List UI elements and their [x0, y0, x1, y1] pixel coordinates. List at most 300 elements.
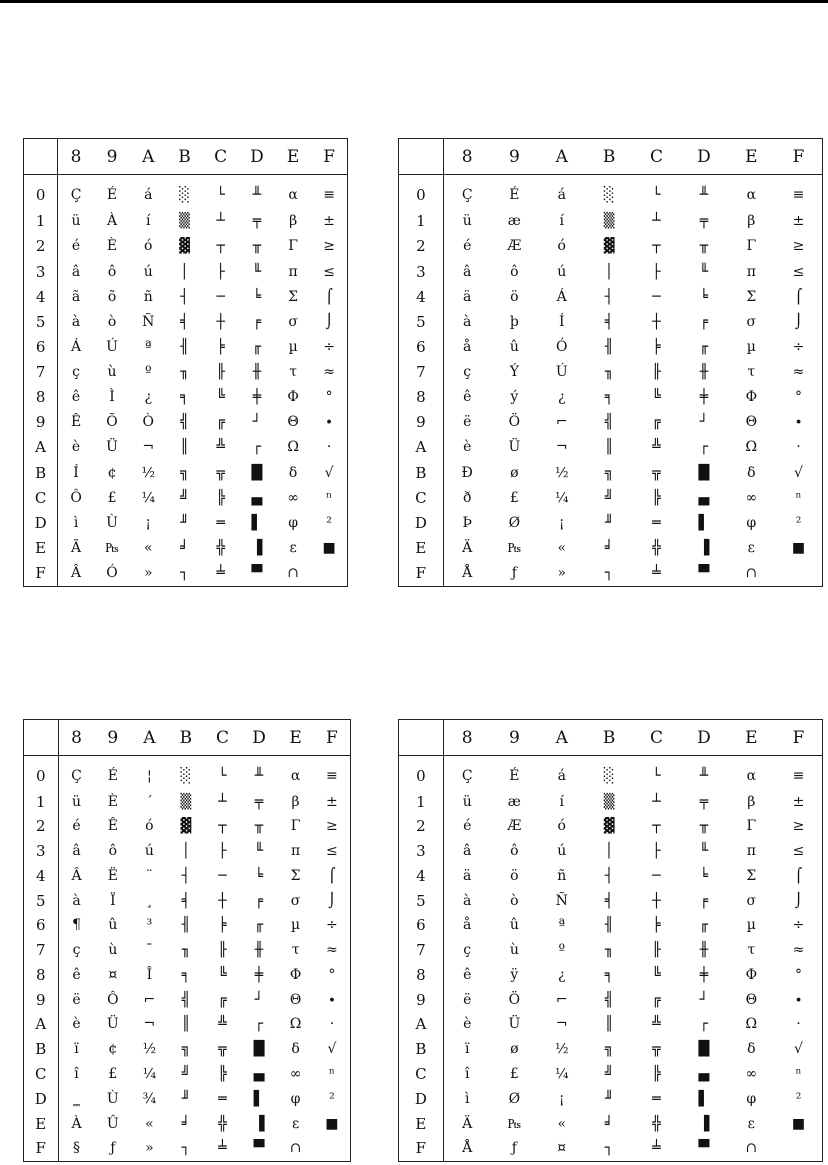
char-cell: Ó: [106, 565, 118, 582]
char-cell: ░: [603, 767, 615, 784]
corner-cell: [24, 139, 58, 175]
char-cell: ÿ: [510, 966, 519, 983]
char-cell: ╣: [180, 414, 189, 431]
char-cell: [314, 1136, 351, 1162]
char-cell: ╡: [604, 313, 614, 330]
table-row: [24, 259, 348, 284]
char-cell: δ: [747, 464, 756, 481]
column-header: A: [131, 720, 168, 756]
char-cell: Ö: [508, 414, 521, 431]
row-header: 4: [399, 864, 444, 889]
char-cell: δ: [291, 1041, 300, 1058]
char-cell: ╕: [180, 389, 189, 406]
char-cell: σ: [746, 313, 757, 330]
char-cell: ¤: [557, 1140, 567, 1157]
char-cell: ‗: [73, 1090, 81, 1107]
char-cell: ü: [462, 793, 472, 810]
table-row: [24, 535, 348, 560]
row-header: 1: [399, 789, 444, 814]
char-cell: ⁿ: [795, 489, 802, 506]
char-cell: Ü: [106, 1016, 119, 1033]
char-cell: π: [290, 843, 301, 860]
char-cell: ╫: [254, 942, 264, 959]
char-cell: ª: [558, 917, 566, 934]
char-cell: ┤: [181, 867, 191, 884]
char-cell: ç: [72, 364, 80, 381]
char-cell: ╗: [180, 464, 189, 481]
char-cell: ⌠: [794, 867, 803, 884]
char-cell: Ñ: [142, 313, 155, 330]
char-cell: ╩: [218, 1016, 227, 1033]
char-cell: Ç: [70, 186, 82, 203]
char-cell: ç: [463, 942, 472, 959]
char-cell: ò: [510, 892, 519, 909]
char-cell: Ù: [106, 514, 118, 531]
char-cell: ¬: [555, 439, 568, 456]
char-cell: ─: [216, 288, 225, 305]
column-header: C: [633, 720, 680, 756]
char-cell: ╛: [181, 1115, 191, 1132]
char-cell: Ω: [287, 439, 299, 456]
char-cell: á: [144, 186, 153, 203]
char-cell: û: [509, 917, 519, 934]
row-header: D: [399, 510, 444, 535]
table-row: [399, 209, 823, 234]
char-cell: ▄: [251, 489, 263, 506]
char-cell: ▀: [698, 565, 710, 582]
char-cell: └: [216, 186, 225, 203]
row-header: 5: [399, 888, 444, 913]
char-cell: ╛: [604, 539, 614, 556]
char-cell: ç: [463, 364, 472, 381]
char-cell: Ô: [70, 489, 82, 506]
row-header: C: [24, 1062, 59, 1087]
char-cell: ╞: [216, 338, 225, 355]
char-cell: ╗: [181, 1041, 191, 1058]
char-cell: Â: [71, 867, 82, 884]
char-cell: «: [145, 1115, 154, 1132]
column-header: E: [728, 720, 775, 756]
table-row: [399, 485, 823, 510]
char-cell: ²: [795, 514, 802, 531]
char-cell: ≥: [323, 238, 335, 255]
char-cell: ¡: [145, 514, 152, 531]
char-cell: ù: [107, 364, 117, 381]
char-cell: ╡: [181, 892, 191, 909]
char-cell: ú: [557, 843, 567, 860]
char-cell: ·: [329, 1016, 335, 1033]
char-cell: ═: [652, 1090, 661, 1107]
char-cell: ¾: [142, 1090, 157, 1107]
code-table-top-left: [23, 138, 348, 587]
char-cell: È: [107, 793, 118, 810]
char-cell: Σ: [288, 288, 299, 305]
column-header: 9: [491, 720, 538, 756]
char-cell: ▀: [251, 565, 263, 582]
char-cell: ï: [464, 1041, 470, 1058]
table-row: [24, 1086, 351, 1111]
char-cell: °: [328, 966, 336, 983]
column-header-row: [24, 139, 348, 175]
column-header: D: [680, 720, 727, 756]
char-cell: ±: [326, 793, 338, 810]
char-cell: ╟: [652, 942, 661, 959]
table-row: [399, 1086, 823, 1111]
char-cell: ╢: [181, 917, 191, 934]
char-cell: ╬: [652, 1115, 661, 1132]
char-cell: ╙: [252, 263, 262, 280]
char-cell: ╜: [181, 1090, 191, 1107]
char-cell: │: [180, 263, 189, 280]
char-cell: π: [746, 263, 756, 280]
char-cell: ε: [747, 539, 755, 556]
column-header: C: [633, 139, 680, 175]
char-cell: ù: [509, 942, 519, 959]
char-cell: √: [794, 464, 803, 481]
char-cell: é: [463, 818, 472, 835]
char-cell: ╜: [604, 514, 614, 531]
char-cell: º: [558, 942, 566, 959]
char-cell: ³: [146, 917, 153, 934]
char-cell: Æ: [507, 238, 522, 255]
column-header: B: [168, 720, 205, 756]
table-row: [24, 309, 348, 334]
char-cell: α: [746, 186, 757, 203]
table-row: [399, 175, 823, 209]
char-cell: Õ: [106, 414, 118, 431]
char-cell: ₧: [105, 539, 119, 556]
table-row: [399, 839, 823, 864]
char-cell: ┼: [218, 892, 227, 909]
char-cell: µ: [291, 917, 301, 934]
table-row: [399, 756, 823, 790]
char-cell: ┴: [652, 793, 661, 810]
row-header: 6: [399, 913, 444, 938]
char-cell: ▀: [698, 1140, 710, 1157]
char-cell: £: [509, 489, 519, 506]
table-row: [24, 359, 348, 384]
char-cell: ╣: [604, 991, 614, 1008]
char-cell: ý: [510, 389, 519, 406]
char-cell: β: [289, 213, 298, 230]
char-cell: Ä: [462, 1115, 473, 1132]
row-header: 9: [24, 987, 59, 1012]
char-cell: ╪: [254, 966, 264, 983]
char-cell: ⌡: [794, 892, 803, 909]
char-cell: â: [71, 263, 81, 280]
char-cell: ▐: [698, 1115, 710, 1132]
table-row: [24, 334, 348, 359]
char-cell: ╚: [216, 389, 225, 406]
char-cell: ù: [108, 942, 118, 959]
char-cell: ╚: [652, 389, 661, 406]
char-cell: Ω: [745, 1016, 758, 1033]
char-cell: ¢: [108, 1041, 118, 1058]
char-cell: ≤: [326, 843, 338, 860]
row-header: C: [24, 485, 58, 510]
row-header: C: [399, 485, 444, 510]
char-cell: ¬: [555, 1016, 568, 1033]
char-cell: ┐: [180, 565, 189, 582]
char-cell: ▀: [253, 1140, 265, 1157]
char-cell: ô: [510, 843, 519, 860]
char-cell: ╒: [699, 313, 709, 330]
char-cell: ╤: [254, 793, 264, 810]
char-cell: ■: [791, 539, 806, 556]
char-cell: ±: [792, 793, 805, 810]
char-cell: ▒: [603, 793, 615, 810]
char-cell: ╚: [652, 966, 661, 983]
char-cell: ≥: [326, 818, 338, 835]
char-cell: à: [72, 892, 81, 909]
char-cell: ü: [72, 793, 82, 810]
table-row: [399, 385, 823, 410]
char-cell: »: [145, 1140, 154, 1157]
table-row: [24, 756, 351, 790]
char-cell: í: [559, 793, 564, 810]
char-cell: ╤: [252, 213, 262, 230]
column-header: F: [775, 139, 823, 175]
column-header: F: [311, 139, 347, 175]
char-cell: ¿: [144, 389, 152, 406]
char-cell: Ú: [106, 338, 118, 355]
char-cell: ║: [604, 439, 614, 456]
char-cell: â: [463, 263, 472, 280]
char-cell: ≡: [792, 186, 805, 203]
char-cell: ñ: [557, 867, 567, 884]
char-cell: ▒: [179, 213, 190, 230]
char-cell: √: [327, 1041, 337, 1058]
char-cell: ╙: [699, 263, 709, 280]
char-cell: ├: [652, 843, 661, 860]
char-cell: «: [557, 1115, 567, 1132]
table-row: [24, 1111, 351, 1136]
table-row: [24, 789, 351, 814]
char-cell: ═: [652, 514, 661, 531]
char-cell: ⌐: [555, 414, 568, 431]
char-cell: σ: [288, 313, 298, 330]
table-row: [399, 460, 823, 485]
row-header: E: [24, 1111, 59, 1136]
char-cell: ê: [463, 966, 472, 983]
row-header: B: [24, 460, 58, 485]
char-cell: ╘: [699, 288, 709, 305]
char-cell: ╒: [254, 892, 264, 909]
table-row: [24, 963, 351, 988]
char-cell: ▐: [251, 539, 263, 556]
table-row: [399, 938, 823, 963]
char-cell: Ü: [106, 439, 118, 456]
row-header: E: [399, 535, 444, 560]
char-cell: à: [71, 313, 81, 330]
char-cell: [775, 1136, 823, 1162]
char-cell: Ý: [509, 364, 519, 381]
char-cell: ╧: [216, 565, 225, 582]
char-cell: Ò: [142, 414, 154, 431]
table-row: [399, 888, 823, 913]
column-header: 9: [95, 720, 132, 756]
char-cell: ø: [510, 464, 519, 481]
char-cell: ë: [72, 991, 81, 1008]
char-cell: ─: [652, 867, 661, 884]
char-cell: Ø: [508, 514, 521, 531]
char-cell: ÷: [792, 917, 805, 934]
char-cell: ╫: [699, 364, 709, 381]
row-header: 4: [24, 284, 58, 309]
char-cell: î: [74, 1066, 79, 1082]
char-cell: ô: [107, 263, 117, 280]
row-header: E: [24, 535, 58, 560]
char-cell: τ: [747, 942, 756, 959]
column-header: 8: [443, 139, 490, 175]
char-cell: ▌: [253, 1090, 265, 1107]
char-cell: Á: [71, 338, 82, 355]
char-cell: ┘: [699, 991, 709, 1008]
char-cell: ╛: [604, 1115, 614, 1132]
row-header: 8: [24, 963, 59, 988]
table-row: [24, 234, 348, 259]
table-row: [24, 175, 348, 209]
char-cell: Ú: [555, 364, 568, 381]
char-cell: │: [604, 263, 614, 280]
char-cell: É: [107, 767, 118, 784]
row-header: 0: [24, 756, 59, 790]
char-cell: ╥: [699, 238, 709, 255]
row-header: D: [24, 1086, 59, 1111]
table-row: [399, 814, 823, 839]
char-cell: Û: [106, 1115, 119, 1132]
char-cell: ₧: [507, 1115, 522, 1132]
table-row: [24, 1037, 351, 1062]
char-cell: ∙: [328, 991, 336, 1008]
char-cell: Ü: [508, 439, 521, 456]
row-header: 4: [24, 864, 59, 889]
char-cell: ─: [652, 288, 661, 305]
char-cell: ë: [463, 991, 472, 1008]
row-header: 0: [24, 175, 58, 209]
char-cell: ╣: [181, 991, 191, 1008]
table-row: [24, 913, 351, 938]
table-row: [24, 209, 348, 234]
char-cell: ¬: [143, 1016, 156, 1033]
char-cell: ╪: [699, 966, 709, 983]
char-cell: õ: [107, 288, 117, 305]
char-cell: ╓: [252, 338, 262, 355]
char-cell: ╞: [218, 917, 227, 934]
char-cell: ║: [604, 1016, 614, 1033]
char-cell: █: [698, 464, 710, 481]
char-cell: «: [557, 539, 567, 556]
row-header: 2: [399, 234, 444, 259]
row-header: 3: [24, 259, 58, 284]
char-cell: ┼: [216, 313, 225, 330]
char-cell: ï: [74, 1041, 79, 1058]
char-cell: ∩: [287, 565, 299, 582]
char-cell: ╤: [699, 213, 709, 230]
table-row: [399, 963, 823, 988]
table-row: [24, 410, 348, 435]
char-cell: ╝: [180, 489, 189, 506]
char-cell: ¶: [72, 917, 81, 934]
char-cell: Γ: [290, 818, 301, 835]
char-cell: ║: [180, 439, 189, 456]
char-cell: ╗: [604, 1041, 614, 1058]
char-cell: ÷: [323, 338, 335, 355]
char-cell: Æ: [507, 818, 522, 835]
char-cell: ╙: [254, 843, 264, 860]
char-cell: ╦: [652, 1041, 661, 1058]
char-cell: ═: [216, 514, 225, 531]
char-cell: Σ: [746, 867, 757, 884]
table-row: [399, 359, 823, 384]
char-cell: Ë: [107, 867, 118, 884]
char-cell: Ç: [461, 186, 473, 203]
char-cell: ⁿ: [326, 489, 333, 506]
column-header: A: [130, 139, 166, 175]
row-header: D: [399, 1086, 444, 1111]
table-row: [399, 913, 823, 938]
char-cell: ≡: [792, 767, 805, 784]
char-cell: ¡: [558, 514, 565, 531]
row-header: 5: [399, 309, 444, 334]
char-cell: ┬: [652, 238, 661, 255]
row-header: A: [399, 435, 444, 460]
char-cell: ╝: [181, 1066, 191, 1082]
char-cell: ╒: [252, 313, 262, 330]
char-cell: Ê: [107, 818, 118, 835]
char-cell: σ: [290, 892, 301, 909]
column-header: E: [728, 139, 775, 175]
char-cell: ∙: [325, 414, 333, 431]
char-cell: î: [464, 1066, 470, 1082]
char-cell: │: [181, 843, 191, 860]
char-cell: Ç: [71, 767, 82, 784]
char-cell: à: [463, 892, 472, 909]
row-header: 2: [24, 234, 58, 259]
char-cell: ⌐: [143, 991, 156, 1008]
char-cell: µ: [746, 338, 756, 355]
char-cell: σ: [746, 892, 757, 909]
row-header: D: [24, 510, 58, 535]
code-table-bottom-left: [23, 719, 351, 1162]
char-cell: ò: [107, 313, 117, 330]
char-cell: ┐: [604, 1140, 614, 1157]
char-cell: ╧: [652, 565, 661, 582]
char-cell: ╘: [252, 288, 262, 305]
char-cell: Γ: [288, 238, 298, 255]
char-cell: è: [463, 1016, 472, 1033]
char-cell: ⌠: [325, 288, 333, 305]
corner-cell: [399, 720, 444, 756]
char-cell: ▌: [698, 514, 710, 531]
char-cell: Á: [556, 288, 567, 305]
column-header: D: [241, 720, 278, 756]
char-cell: £: [108, 1066, 118, 1082]
char-cell: ö: [510, 288, 519, 305]
row-header: 7: [399, 359, 444, 384]
char-cell: û: [509, 338, 519, 355]
table-row: [24, 1136, 351, 1162]
char-cell: ¨: [145, 867, 153, 884]
char-cell: ⌠: [328, 867, 336, 884]
table-row: [399, 1037, 823, 1062]
char-cell: ê: [463, 389, 472, 406]
row-header: 9: [399, 987, 444, 1012]
char-cell: °: [325, 389, 333, 406]
char-cell: ╧: [218, 1140, 227, 1157]
char-cell: ╘: [254, 867, 264, 884]
char-cell: ¼: [554, 489, 569, 506]
